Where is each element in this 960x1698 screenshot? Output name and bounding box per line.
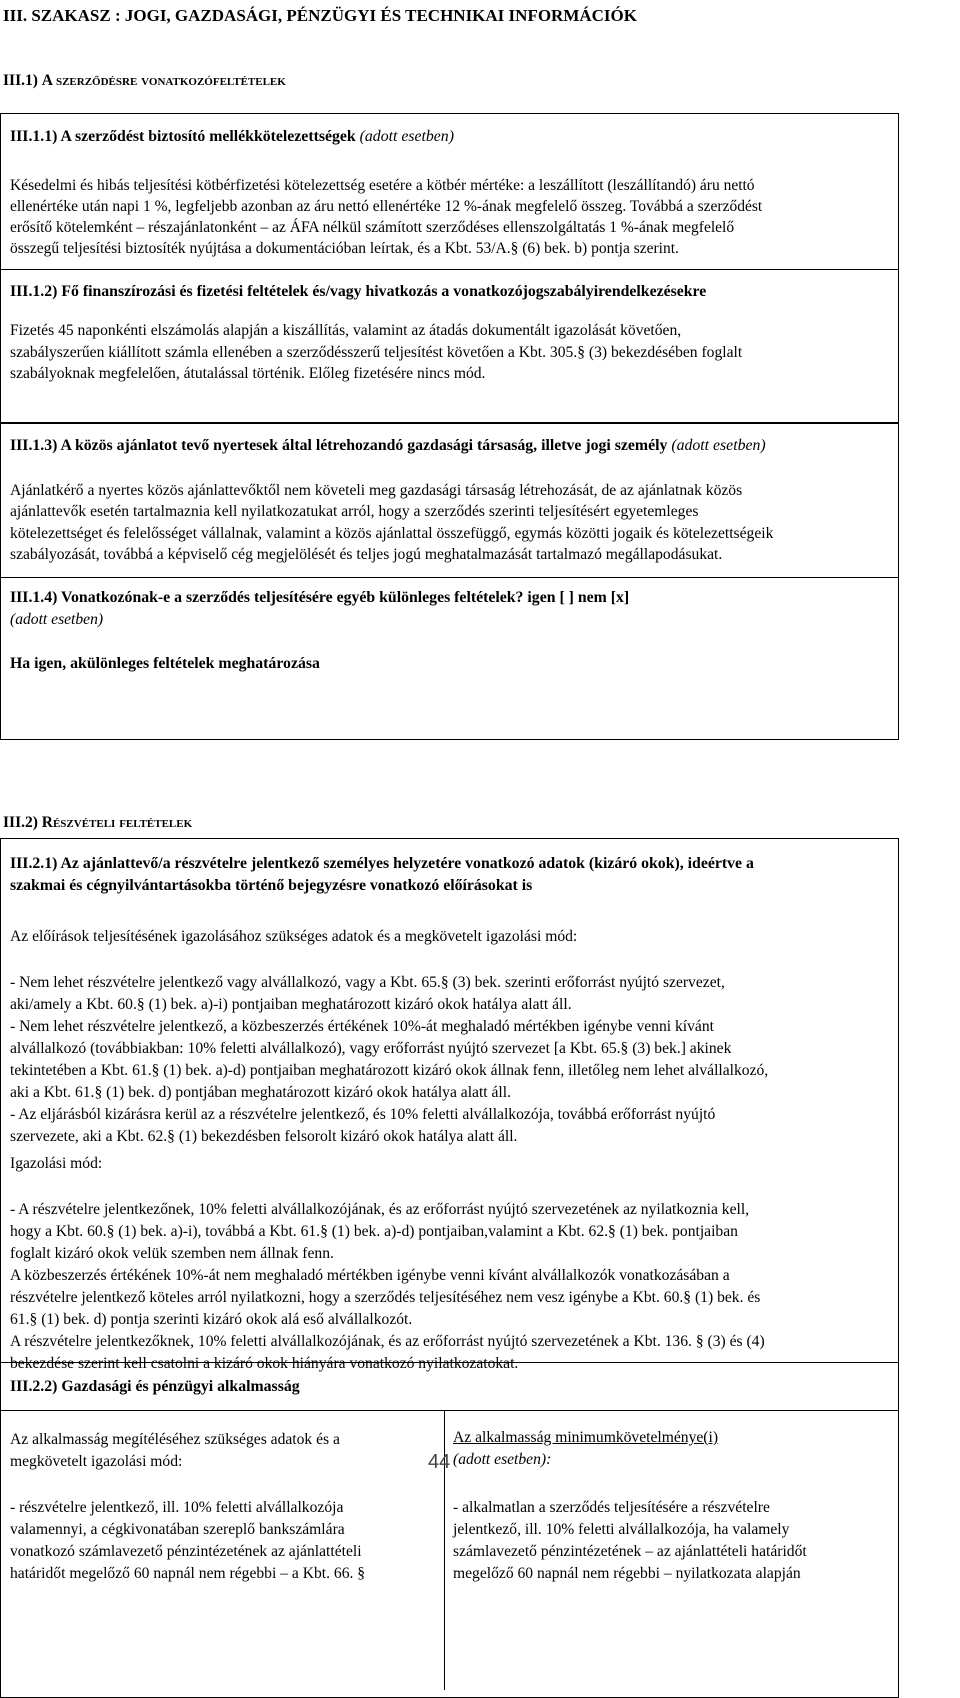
text-line: részvételre jelentkező köteles arról nyilatkozni, hogy a szerződés teljesítéséhez nem vesz igénybe a Kbt. 60.§ (1) bek. és <box>10 1289 761 1306</box>
text-line: hogy a Kbt. 60.§ (1) bek. a)-i), továbbá a Kbt. 61.§ (1) bek. a)-d) pontjaiban,valamint a Kbt. 62.§ (1) bek. pontjaiban <box>10 1223 738 1240</box>
text-line: összegű teljesítési biztosíték nyújtása a dokumentációban leírtak, és a Kbt. 53/A.§ (6) bek. b) pontja szerint. <box>10 240 679 257</box>
iii11-title-note: (adott esetben) <box>355 128 454 145</box>
text-line: valamennyi, a cégkivonatában szereplő bankszámlára <box>10 1521 345 1538</box>
text-line: Fizetés 45 naponkénti elszámolás alapján a kiszállítás, valamint az átadás dokumentált igazolását követően, <box>10 322 682 339</box>
title-line: szakmai és cégnyilvántartásokba történő bejegyzésre vonatkozó előírásokat is <box>10 877 533 894</box>
text-line: bekezdése szerint kell csatolni a kizáró okok hiányára vonatkozó nyilatkozatokat. <box>10 1355 519 1372</box>
text-line: határidőt megelőző 60 napnál nem régebbi – a Kbt. 66. § <box>10 1565 366 1582</box>
text-line: 61.§ (1) bek. d) pontja szerinti kizáró okok alá eső alvállalkozót. <box>10 1311 413 1328</box>
text-line: jelentkező, ill. 10% feletti alvállalkozója, ha valamely <box>453 1521 790 1538</box>
text-line: szabályszerűen kiállított számla ellenében a szerződésszerű teljesítést követően a Kbt. 305.§ (3) bekezdésében foglalt <box>10 343 743 361</box>
text-line: - A részvételre jelentkezőnek, 10% feletti alvállalkozójának, és az erőforrást nyújtó szervezetének az nyilatkoznia kell, <box>10 1201 750 1218</box>
iii22-right-note: (adott esetben): <box>453 1451 552 1468</box>
iii22-right-body <box>453 1497 807 1585</box>
text-line: - részvételre jelentkező, ill. 10% feletti alvállalkozója <box>10 1499 344 1516</box>
iii13-title-text: III.1.3) A közös ajánlatot tevő nyertesek által létrehozandó gazdasági társaság, illetve jogi személy <box>10 437 668 454</box>
text-line: kötelezettséget és felelősséget vállalnak, valamint a közös ajánlattal összefüggő, egymás közötti jogaik és kötelezettségeik <box>10 524 774 542</box>
text-line: alvállalkozó (továbbiakban: 10% feletti alvállalkozó), vagy erőforrást nyújtó szervezet [a Kbt. 65.§ (3) bek.] akinek <box>10 1040 732 1057</box>
text-line: Az alkalmasság megítéléséhez szükséges adatok és a <box>10 1431 340 1448</box>
iii22-left-body <box>10 1497 365 1585</box>
text-line: vonatkozó számlavezető pénzintézetének az ajánlattételi <box>10 1543 362 1560</box>
subsection-heading-iii2 <box>3 814 192 832</box>
page-number: 44 <box>428 1451 451 1473</box>
iii14-sub-rest: különleges feltételek meghatározása <box>78 655 320 672</box>
text-line: megkövetelt igazolási mód: <box>10 1453 183 1470</box>
iii14-note: (adott esetben) <box>10 611 104 628</box>
iii14-subheading <box>10 655 320 673</box>
text-line: aki a Kbt. 61.§ (1) bek. d) pontjában meghatározott kizáró okok hatálya alatt áll. <box>10 1084 511 1101</box>
heading-prefix: III.1) <box>3 72 42 89</box>
iii12-title: III.1.2) Fő finanszírozási és fizetési feltételek és/vagy hivatkozás a vonatkozójogszabályirendelkezésekre <box>10 283 707 300</box>
text-line: A részvételre jelentkezőknek, 10% feletti alvállalkozójának, és az erőforrást nyújtó szervezetének a Kbt. 136. § (3) és (4) <box>10 1333 765 1350</box>
text-line: megelőző 60 napnál nem régebbi – nyilatkozata alapján <box>453 1565 801 1582</box>
divider <box>0 1410 899 1411</box>
iii11-title-text: III.1.1) A szerződést biztosító mellékkötelezettségek <box>10 128 356 145</box>
text-line: - Nem lehet részvételre jelentkező, a közbeszerzés értékének 10%-át meghaladó mértékben igénybe venni kívánt <box>10 1018 714 1035</box>
heading-prefix: III.2) <box>3 814 42 831</box>
text-line: szabályoknak megfelelően, átutalással történik. Előleg fizetésére nincs mód. <box>10 365 486 382</box>
iii22-left-header <box>10 1429 340 1473</box>
iii21-title <box>10 853 754 897</box>
text-line: erősítő kötelemként – részajánlatonként – az ÁFA nélkül számított szerződéses ellenszolgáltatás 1 %-ának megfelelő <box>10 219 735 236</box>
igazolasi-mod-label: Igazolási mód: <box>10 1155 103 1172</box>
text-line: - Nem lehet részvételre jelentkező vagy alvállalkozó, vagy a Kbt. 65.§ (3) bek. szerinti erőforrást nyújtó szervezet, <box>10 974 725 991</box>
iii21-body-b <box>10 1199 765 1375</box>
iii22-title: III.2.2) Gazdasági és pénzügyi alkalmasság <box>10 1378 300 1395</box>
text-line: ajánlattevők esetén tartalmaznia kell nyilatkozatukat arról, hogy a szerződés szerinti teljesítésért egyetemleges <box>10 503 699 521</box>
text-line: aki/amely a Kbt. 60.§ (1) bek. a)-i) pontjaiban meghatározott kizáró okok hatálya alatt áll. <box>10 996 572 1013</box>
text-line: számlavezető pénzintézetének – az ajánlattételi határidőt <box>453 1543 807 1560</box>
text-line: A közbeszerzés értékének 10%-át nem meghaladó mértékben igénybe venni kívánt alvállalkozók vonatkozásában a <box>10 1267 730 1284</box>
iii14-title: III.1.4) Vonatkozónak-e a szerződés teljesítésére egyéb különleges feltételek? igen [ ] nem [x] <box>10 589 630 606</box>
iii21-body-a <box>10 972 768 1148</box>
iii13-title-note: (adott esetben) <box>667 437 766 454</box>
text-line: tekintetében a Kbt. 61.§ (1) bek. a)-d) pontjaiban meghatározott kizáró okok állnak fenn, illetőleg nem lehet alvállalkozó, <box>10 1062 769 1079</box>
heading-smallcaps: Részvételi feltételek <box>41 814 193 831</box>
section-title: III. SZAKASZ : JOGI, GAZDASÁGI, PÉNZÜGYI ÉS TECHNIKAI INFORMÁCIÓK <box>3 6 637 25</box>
text-line: szabályozását, továbbá a képviselő cég megjelölését és teljes jogú meghatalmazását tartalmazó megállapodásukat. <box>10 545 723 563</box>
iii14-sub-bold: Ha igen, a <box>10 655 79 672</box>
text-line: Ajánlatkérő a nyertes közös ajánlattevőktől nem követeli meg gazdasági társaság létrehozását, de az ajánlatnak közös <box>10 482 743 499</box>
iii12-body <box>10 320 742 385</box>
iii13-body <box>10 480 773 565</box>
iii21-intro: Az előírások teljesítésének igazolásához szükséges adatok és a megkövetelt igazolási mód: <box>10 928 578 945</box>
text-line: foglalt kizáró okok velük szemben nem állnak fenn. <box>10 1245 334 1262</box>
text-line: szervezete, aki a Kbt. 62.§ (1) bekezdésben felsorolt kizáró okok hatálya alatt áll. <box>10 1128 518 1145</box>
box-iii13-iii14 <box>0 422 899 740</box>
divider <box>0 577 899 578</box>
iii13-title <box>10 437 766 455</box>
title-line: III.2.1) Az ajánlattevő/a részvételre jelentkező személyes helyzetére vonatkozó adatok (kizáró okok), ideértve a <box>10 855 754 872</box>
text-line: Késedelmi és hibás teljesítési kötbérfizetési kötelezettség esetére a kötbér mértéke: a leszállított (leszállítandó) áru nettó <box>10 177 755 194</box>
iii22-right-title: Az alkalmasság minimumkövetelménye(i) <box>453 1429 719 1446</box>
iii11-body <box>10 175 762 259</box>
divider <box>0 269 899 270</box>
text-line: - alkalmatlan a szerződés teljesítésére a részvételre <box>453 1499 770 1516</box>
text-line: - Az eljárásból kizárásra kerül az a részvételre jelentkező, és 10% feletti alvállalkozója, továbbá erőforrást nyújtó <box>10 1106 716 1123</box>
heading-smallcaps: A szerződésre vonatkozófeltételek <box>41 72 286 89</box>
subsection-heading-iii1 <box>3 72 286 90</box>
iii11-title <box>10 128 454 146</box>
text-line: ellenértéke után napi 1 %, legfeljebb azonban az áru nettó ellenértéke 12 %-ának megfelelő összeg. Továbbá a szerződést <box>10 198 763 215</box>
